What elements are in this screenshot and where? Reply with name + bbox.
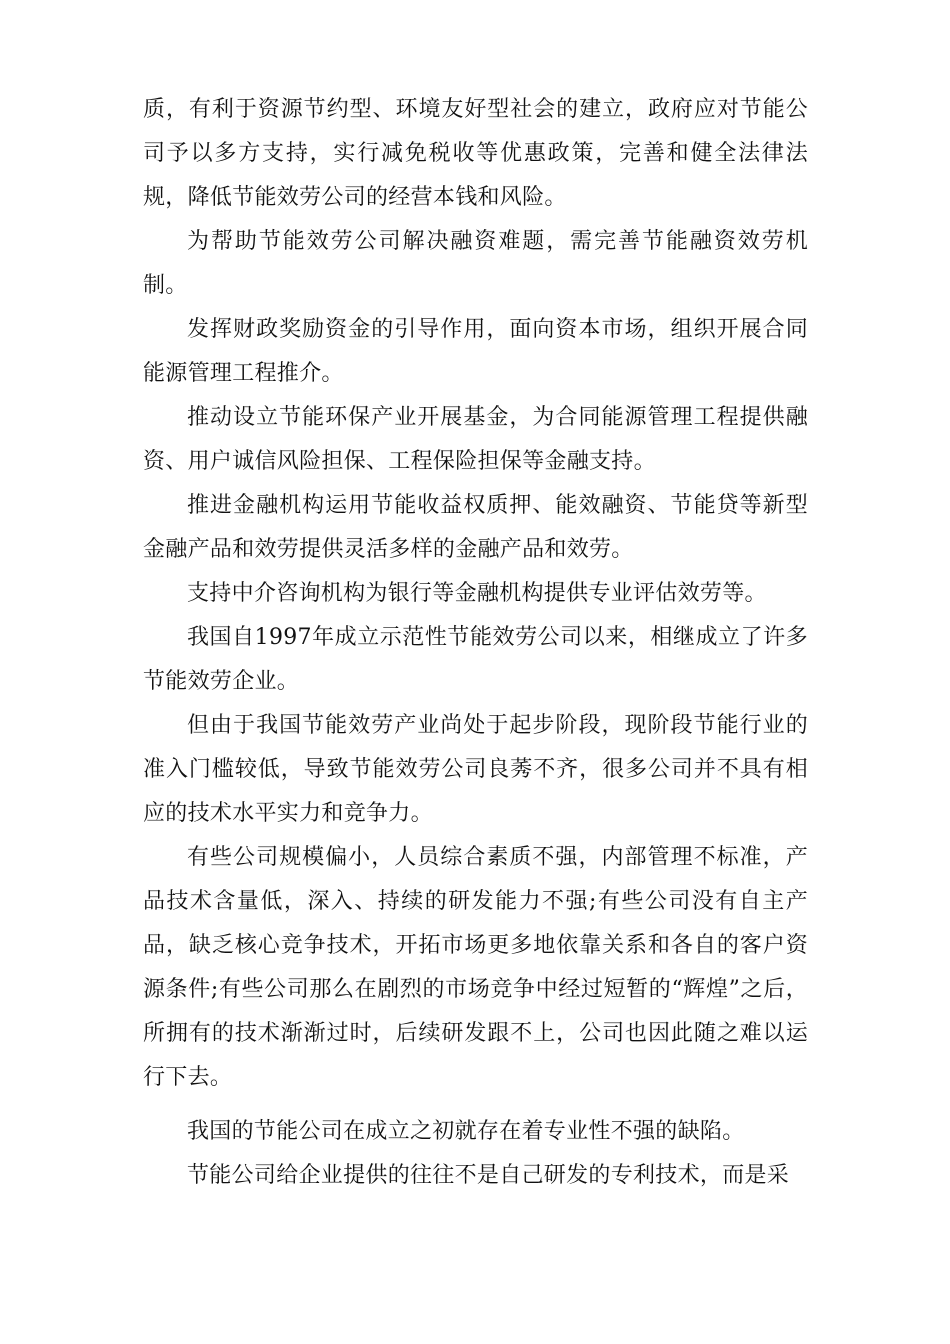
paragraph-8: 但由于我国节能效劳产业尚处于起步阶段，现阶段节能行业的准入门槛较低，导致节能效劳公司良莠不齐，很多公司并不具有相应的技术水平实力和竞争力。 [143,713,808,826]
paragraph-2: 为帮助节能效劳公司解决融资难题，需完善节能融资效劳机制。 [143,229,808,298]
paragraph-7: 我国自1997年成立示范性节能效劳公司以来，相继成立了许多节能效劳企业。 [143,625,808,694]
paragraph-3: 发挥财政奖励资金的引导作用，面向资本市场，组织开展合同能源管理工程推介。 [143,317,808,386]
paragraph-1: 质，有利于资源节约型、环境友好型社会的建立，政府应对节能公司予以多方支持，实行减免税收等优惠政策，完善和健全法律法规，降低节能效劳公司的经营本钱和风险。 [143,97,808,210]
paragraph-5: 推进金融机构运用节能收益权质押、能效融资、节能贷等新型金融产品和效劳提供灵活多样的金融产品和效劳。 [143,493,808,562]
paragraph-11: 节能公司给企业提供的往往不是自己研发的专利技术，而是采 [187,1163,790,1188]
document-body [143,88,808,1198]
paragraph-4: 推动设立节能环保产业开展基金，为合同能源管理工程提供融资、用户诚信风险担保、工程保险担保等金融支持。 [143,405,808,474]
paragraph-6: 支持中介咨询机构为银行等金融机构提供专业评估效劳等。 [187,581,767,606]
paragraph-9: 有些公司规模偏小，人员综合素质不强，内部管理不标准，产品技术含量低，深入、持续的研发能力不强;有些公司没有自主产品，缺乏核心竞争技术，开拓市场更多地依靠关系和各自的客户资源条件;有些公司那么在剧烈的市场竞争中经过短暂的“辉煌”之后，所拥有的技术渐渐过时，后续研发跟不上，公司也因此随之难以运行下去。 [143,845,808,1090]
paragraph-10: 我国的节能公司在成立之初就存在着专业性不强的缺陷。 [187,1119,745,1144]
